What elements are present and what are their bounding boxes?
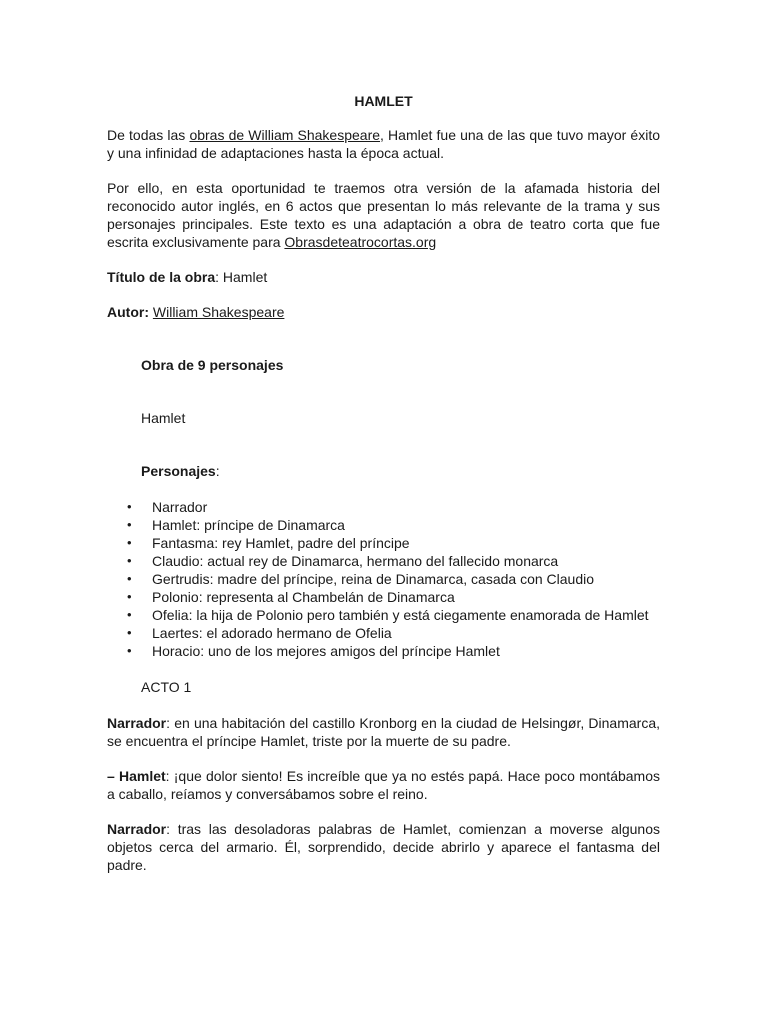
work-title-line [107, 268, 660, 286]
characters-heading [107, 462, 660, 480]
characters-heading-label: Personajes [141, 463, 216, 479]
dialogue-line [107, 714, 660, 750]
list-item: • Gertrudis: madre del príncipe, reina de Dinamarca, casada con Claudio [107, 570, 660, 588]
intro-2-text: Por ello, en esta oportunidad te traemos otra versión de la afamada historia del reconocido autor inglés, en 6 actos que presentan lo más relevante de la trama y sus personajes principales. Este texto es una adaptación a obra de teatro corta que fue escrita exclusivamente para [107, 180, 660, 250]
play-name: Hamlet [141, 410, 186, 426]
list-item: • Fantasma: rey Hamlet, padre del príncipe [107, 534, 660, 552]
act-heading: ACTO 1 [141, 679, 192, 695]
dialogue-line [107, 820, 660, 874]
author-line [107, 303, 660, 321]
list-item: • Claudio: actual rey de Dinamarca, hermano del fallecido monarca [107, 552, 660, 570]
list-item: • Narrador [107, 498, 660, 516]
intro-1-text-after: , Hamlet fue una de las que tuvo mayor éxito y una infinidad de adaptaciones hasta la época actual. [107, 127, 660, 161]
dialogue-speaker: Narrador [107, 715, 167, 731]
dialogue-line [107, 767, 660, 803]
intro-paragraph-1 [107, 126, 660, 162]
cast-count-text: Obra de 9 personajes [141, 357, 284, 373]
cast-count [107, 356, 660, 374]
intro-paragraph-2 [107, 179, 660, 251]
intro-1-text-before: De todas las [107, 127, 190, 143]
list-item: • Horacio: uno de los mejores amigos del príncipe Hamlet [107, 642, 660, 660]
document-page [107, 92, 660, 891]
author-link[interactable]: William Shakespeare [152, 304, 285, 320]
list-item: • Hamlet: príncipe de Dinamarca [107, 516, 660, 534]
dialogue-speaker: Narrador [107, 821, 167, 837]
characters-list [107, 498, 660, 660]
obrasdeteatrocortas-link[interactable]: Obrasdeteatrocortas.org [284, 234, 437, 250]
characters-heading-suffix: : [215, 463, 220, 479]
dialogue-text: : ¡que dolor siento! Es increíble que ya no estés papá. Hace poco montábamos a caballo, reíamos y conversábamos sobre el reino. [107, 768, 660, 802]
author-label: Autor: [107, 304, 149, 320]
dialogue-text: : en una habitación del castillo Kronborg en la ciudad de Helsingør, Dinamarca, se encuentra el príncipe Hamlet, triste por la muerte de su padre. [107, 715, 660, 749]
list-item: • Ofelia: la hija de Polonio pero también y está ciegamente enamorada de Hamlet [107, 606, 660, 624]
list-item: • Polonio: representa al Chambelán de Dinamarca [107, 588, 660, 606]
document-title: HAMLET [354, 93, 413, 109]
work-title-value: : Hamlet [215, 269, 268, 285]
shakespeare-works-link[interactable]: obras de William Shakespeare [189, 127, 381, 143]
dialogue-text: : tras las desoladoras palabras de Hamlet, comienzan a moverse algunos objetos cerca del armario. Él, sorprendido, decide abrirlo y aparece el fantasma del padre. [107, 821, 660, 873]
dialogue-speaker: – Hamlet [107, 768, 166, 784]
work-title-label: Título de la obra [107, 269, 216, 285]
list-item: • Laertes: el adorado hermano de Ofelia [107, 624, 660, 642]
